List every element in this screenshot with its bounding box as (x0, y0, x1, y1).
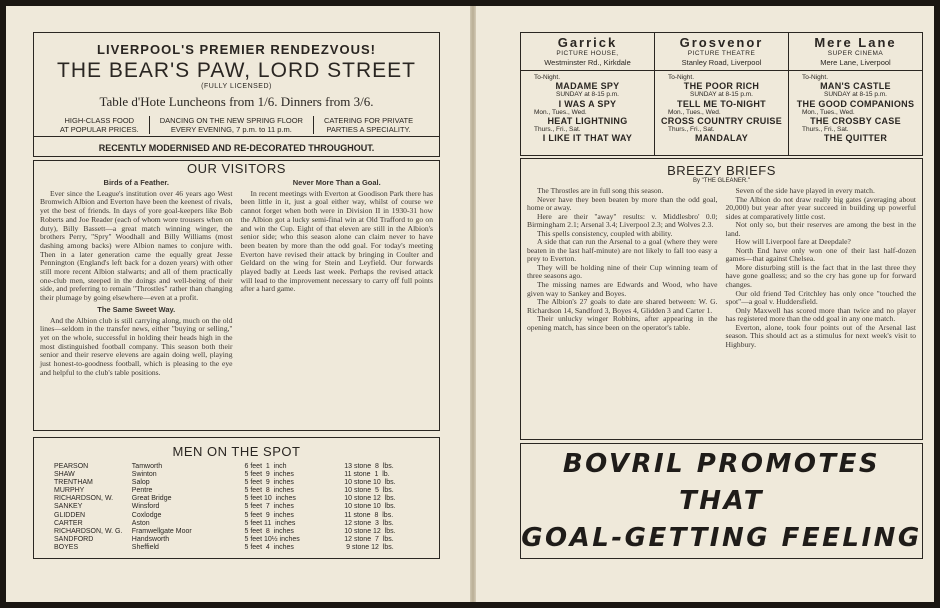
brief-17: Only Maxwell has scored more than twice and no player has registered more than the odd goal in any one match. (725, 305, 916, 324)
player-height: 5 feet 10 inches (244, 495, 296, 503)
player-weight: 11 stone 1 lb. (344, 471, 390, 479)
visitors-title: OUR VISITORS (187, 161, 286, 176)
film-title: I WAS A SPY (558, 98, 617, 109)
brief-18: Everton, alone, took four points out of the Arsenal last season. This should act as a stimulus for next week's visit to Highbury. (725, 322, 916, 349)
page-gutter (470, 6, 476, 602)
advert-footer: RECENTLY MODERNISED AND RE-DECORATED THROUGHOUT. (98, 143, 375, 153)
schedule-label: Mon., Tues., Wed. (802, 108, 855, 116)
player-row (54, 512, 434, 520)
visitors-paragraph-1: Ever since the League's institution over 46 years ago West Bromwich Albion and Everton have been the keenest of rivals, yet the best of friends. In days of yore goal-keepers like Bob Roberts and Joe Reader (each of whom wore trousers when on duty), Billy Bassett—a great match winning winger, the brothers Perry, "Spry" Woodhall and Billy Williams (most dashing among backs) were Albion names to conjure with. Then in a later generation came the equally great Jesse Pennington (England's left back for a dozen years) with other still more recent Albion stalwarts; and all of them practically one-club men, steeped in the doings and well-being of their side, and preferring to remain "Throstles" rather than changing their plumage by going elsewhere—even at a profit. (40, 188, 233, 303)
briefs-title: BREEZY BRIEFS (667, 163, 776, 178)
film-title: I LIKE IT THAT WAY (542, 133, 633, 144)
player-row (54, 503, 434, 511)
brief-16: Our old friend Ted Critchley has only once "touched the spot"—a goal v. Huddersfield. (725, 288, 916, 307)
film-title: MADAME SPY (555, 81, 620, 92)
bovril-line-1: BOVRIL PROMOTES THAT (562, 448, 881, 516)
cinema-address: Stanley Road, Liverpool (681, 58, 762, 67)
visitors-column-2 (241, 176, 434, 377)
cinema-name: Mere Lane (814, 35, 897, 50)
player-height: 5 feet 9 inches (244, 511, 294, 519)
brief-4: This spells consistency, coupled with ability. (537, 228, 673, 238)
schedule-label: Thurs., Fri., Sat. (802, 125, 849, 133)
cinema-type: SUPER CINEMA (827, 50, 884, 57)
player-weight: 10 stone 12 lbs. (344, 495, 396, 503)
film-title: THE CROSBY CASE (810, 115, 901, 126)
advert-licence: (FULLY LICENSED) (201, 83, 272, 90)
player-weight: 9 stone 12 lbs. (344, 543, 394, 551)
cinema-name: Garrick (557, 35, 618, 50)
film-title: THE QUITTER (823, 133, 888, 144)
player-name: PEARSON (54, 463, 89, 470)
player-row (54, 479, 434, 487)
brief-15: More disturbing still is the fact that in the last three they have gone goalless; and so the cry has gone up for forward changes. (725, 262, 916, 290)
advert-divider (34, 136, 439, 137)
brief-14: North End have only won one of their last half-dozen games—that against Chelsea. (725, 245, 916, 264)
cinema-address: Mere Lane, Liverpool (820, 58, 891, 67)
player-height: 5 feet 9 inches (244, 471, 294, 479)
player-weight: 10 stone 10 lbs. (344, 479, 396, 487)
cinema-1 (654, 33, 788, 155)
film-title: TELL ME TO-NIGHT (677, 98, 766, 109)
film-title: MANDALAY (694, 133, 749, 144)
film-title: THE GOOD COMPANIONS (796, 98, 915, 109)
brief-5: A side that can run the Arsenal to a goal (where they were beaten in the last half-minute) are not likely to fall too easy a prey to Everton. (527, 237, 718, 264)
player-name: BOYES (54, 543, 79, 551)
brief-12: Not only so, but their reserves are among the best in the land. (725, 220, 916, 238)
cinema-name: Grosvenor (679, 35, 764, 50)
cinema-divider (789, 70, 922, 71)
cinema-2 (788, 33, 922, 155)
brief-1: The Throstles are in full song this season. (537, 186, 664, 195)
player-birthplace: Sheffield (131, 543, 159, 551)
schedule-label: SUNDAY at 8-15 p.m. (824, 91, 887, 99)
cinema-0 (521, 33, 654, 155)
cinema-type: PICTURE HOUSE, (556, 50, 619, 57)
advert-venue-name: THE BEAR'S PAW, LORD STREET (57, 59, 416, 82)
bovril-line-2: GOAL-GETTING FEELING (521, 522, 922, 553)
player-name: SANDFORD (54, 535, 94, 543)
brief-10: Seven of the side have played in every match. (735, 186, 875, 195)
brief-11: The Albion do not draw really big gates (averaging about 20,000) but year after year succeed in building up powerful sides at comparatively little cost. (725, 194, 916, 221)
player-row (54, 463, 434, 471)
cinema-programme (658, 74, 785, 143)
visitors-subheading-2: The Same Sweet Way. (97, 304, 176, 314)
player-name: RICHARDSON, W. (54, 495, 114, 503)
brief-7: The missing names are Edwards and Wood, who have given way to Sankey and Boyes. (527, 280, 718, 298)
briefs-column-1 (527, 187, 718, 349)
player-weight: 12 stone 7 lbs. (344, 535, 394, 543)
brief-13: How will Liverpool fare at Deepdale? (735, 237, 851, 247)
brief-9: Their unlucky winger Robbins, after appearing in the opening match, has since been on the operator's table. (527, 314, 718, 332)
breezy-briefs-article (520, 158, 923, 440)
schedule-label: Thurs., Fri., Sat. (534, 125, 581, 133)
cinema-programme (792, 74, 919, 143)
schedule-label: SUNDAY at 8-15 p.m. (690, 91, 753, 99)
player-birthplace: Handsworth (131, 535, 170, 543)
schedule-label: To-Night. (668, 74, 695, 81)
advert-feature-dancing: DANCING ON THE NEW SPRING FLOOR EVERY EVENING, 7 p.m. to 11 p.m. (149, 116, 314, 134)
player-name: GLIDDEN (54, 511, 86, 519)
briefs-columns (527, 187, 916, 349)
advert-prices: Table d'Hote Luncheons from 1/6. Dinners from 3/6. (99, 94, 374, 109)
player-weight: 13 stone 8 lbs. (344, 463, 394, 470)
brief-8: The Albion's 27 goals to date are shared between: W. G. Richardson 14, Sandford 3, Boyes 4, Glidden 3 and Carter 1. (527, 297, 718, 315)
brief-2: Never have they been beaten by more than the odd goal, home or away. (527, 194, 718, 213)
player-birthplace: Aston (131, 519, 150, 527)
player-height: 5 feet 11 inches (244, 519, 296, 527)
our-visitors-article (33, 160, 440, 431)
player-name: MURPHY (54, 487, 85, 495)
cinema-type: PICTURE THEATRE (687, 50, 756, 57)
brief-6: They will be holding nine of their Cup winning team of three seasons ago. (527, 262, 718, 281)
visitors-subheading-1: Birds of a Feather. (103, 178, 169, 187)
player-name: SHAW (54, 471, 75, 479)
film-title: THE POOR RICH (683, 81, 760, 92)
player-birthplace: Coxlodge (131, 511, 162, 519)
schedule-label: To-Night. (534, 74, 561, 81)
visitors-paragraph-2: And the Albion club is still carrying along, much on the old lines—seldom in the transfer news, either "buying or selling," yet on the whole, successful in holding their heads high in the most distinguished football company. This season both their senior and their reserve elevens are again doing well, playing just honest-to-goodness football, which is pleasing to the eye and helpful to the club's table positions. (40, 315, 233, 377)
advert-feature-catering: CATERING FOR PRIVATE PARTIES A SPECIALITY. (323, 116, 414, 134)
advert-headline: LIVERPOOL'S PREMIER RENDEZVOUS! (97, 42, 376, 57)
player-height: 5 feet 4 inches (244, 543, 294, 551)
men-title: MEN ON THE SPOT (172, 444, 301, 459)
visitors-paragraph-3: In recent meetings with Everton at Goodison Park there has been little in it, just a goal either way, whilst of course we cannot forget when both were in Division II in 1930-31 how the Albion got a lucky semi-final win at Old Trafford to go on and win the Cup. Eight of that eleven are still in the Albion's senior side; who this season alone can claim never to have been beaten by more than the odd goal. For today's meeting Everton have revised their attack by bringing in Coulter and Geldard on the wing for Stein and Leyfield. Our forwards played badly at Leeds last week. Perhaps the revised attack will lead to the improvement necessary to carry off full points after a hard game. (240, 188, 433, 294)
player-row (54, 536, 434, 544)
film-title: CROSS COUNTRY CRUISE (660, 115, 782, 126)
cinema-divider (521, 70, 654, 71)
player-birthplace: Salop (131, 479, 150, 487)
player-weight: 10 stone 10 lbs. (344, 503, 396, 511)
film-title: MAN'S CASTLE (820, 81, 891, 92)
cinema-address: Westminster Rd., Kirkdale (544, 58, 631, 67)
player-row (54, 544, 434, 552)
men-on-the-spot-table (33, 437, 440, 559)
player-row (54, 520, 434, 528)
schedule-label: Mon., Tues., Wed. (668, 108, 721, 116)
player-birthplace: Swinton (131, 471, 157, 479)
player-name: CARTER (54, 519, 83, 527)
player-birthplace: Winsford (131, 503, 160, 511)
player-name: TRENTHAM (54, 479, 93, 487)
player-weight: 10 stone 5 lbs. (344, 487, 394, 495)
player-weight: 12 stone 3 lbs. (344, 519, 394, 527)
advert-features (34, 116, 439, 134)
player-row (54, 471, 434, 479)
schedule-label: Mon., Tues., Wed. (534, 108, 587, 116)
player-birthplace: Pentre (131, 487, 153, 495)
cinema-programme (524, 74, 651, 143)
bears-paw-advert (33, 32, 440, 157)
player-row (54, 528, 434, 536)
player-height: 5 feet 8 inches (244, 487, 294, 495)
visitors-columns (40, 176, 433, 377)
briefs-byline: By "THE GLEANER." (693, 178, 750, 184)
briefs-column-2 (726, 187, 917, 349)
advert-feature-food: HIGH-CLASS FOOD AT POPULAR PRICES. (59, 116, 139, 134)
player-height: 5 feet 7 inches (244, 503, 294, 511)
player-height: 5 feet 9 inches (244, 479, 294, 487)
player-birthplace: Great Bridge (131, 495, 172, 503)
visitors-column-1 (40, 176, 233, 377)
player-list (54, 463, 434, 552)
cinema-divider (655, 70, 788, 71)
player-name: RICHARDSON, W. G. (54, 527, 123, 535)
player-row (54, 487, 434, 495)
cinema-listings (520, 32, 923, 156)
bovril-advert (520, 443, 923, 559)
visitors-subheading-3: Never More Than a Goal. (292, 178, 381, 187)
player-weight: 10 stone 12 lbs. (344, 527, 396, 535)
brief-3: Here are their "away" results: v. Middlesbro' 0.0; Birmingham 2.1; Arsenal 3.4; Liverpool 2.3; and Wolves 2.3. (527, 211, 718, 230)
player-weight: 11 stone 8 lbs. (344, 511, 394, 519)
player-height: 5 feet 10½ inches (244, 535, 300, 543)
player-birthplace: Framwellgate Moor (131, 527, 192, 535)
player-birthplace: Tamworth (131, 463, 163, 470)
schedule-label: To-Night. (802, 74, 829, 81)
player-height: 6 feet 1 inch (244, 463, 287, 470)
film-title: HEAT LIGHTNING (547, 115, 628, 126)
player-height: 5 feet 8 inches (244, 527, 294, 535)
player-row (54, 495, 434, 503)
schedule-label: Thurs., Fri., Sat. (668, 125, 715, 133)
schedule-label: SUNDAY at 8-15 p.m. (556, 91, 619, 99)
player-name: SANKEY (54, 503, 83, 511)
